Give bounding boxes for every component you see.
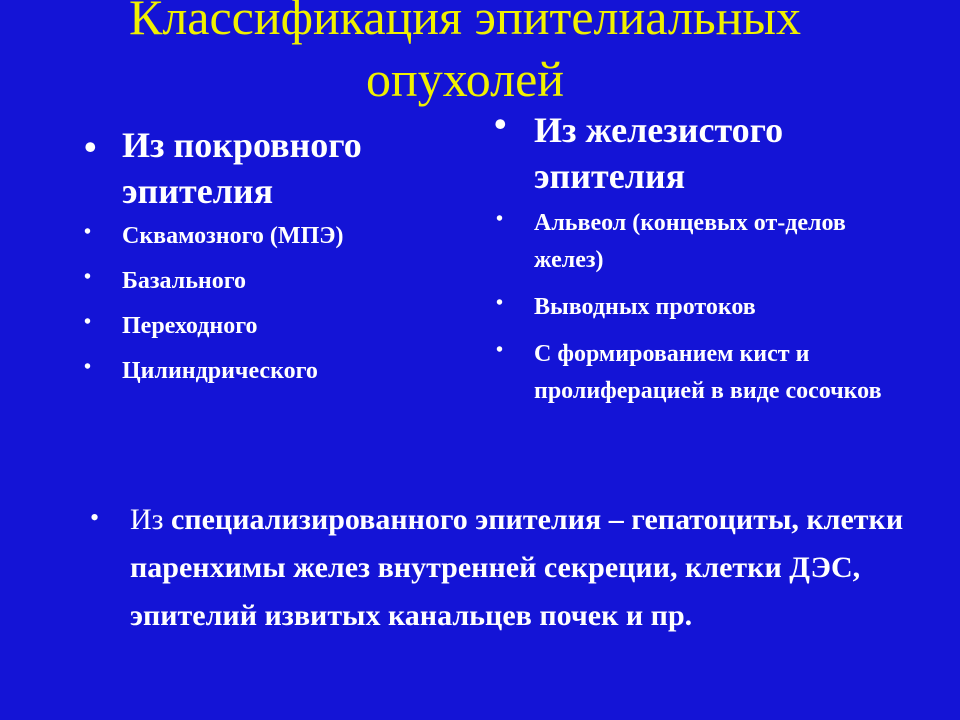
bullet-icon: • — [496, 292, 504, 314]
bullet-icon: • — [90, 503, 100, 532]
right-column — [490, 104, 910, 420]
list-item — [78, 263, 468, 300]
list-item-text: Сквамозного (МПЭ) — [122, 223, 344, 249]
bottom-rest: специализированного эпителия – гепатоциты, клетки паренхимы желез внутренней секреции, клетки ДЭС, эпителий извитых канальцев почек и пр. — [130, 503, 904, 632]
bullet-icon: • — [84, 221, 92, 243]
bullet-icon: • — [84, 127, 97, 167]
list-item — [490, 289, 910, 326]
list-item-text: Цилиндрического — [122, 358, 318, 384]
bottom-paragraph — [86, 496, 930, 640]
left-heading-text: Из покровного эпителия — [122, 125, 362, 211]
left-heading — [78, 122, 468, 214]
right-heading-text: Из железистого эпителия — [534, 110, 784, 196]
list-item — [490, 336, 910, 410]
list-item — [78, 308, 468, 345]
list-item-text: Базального — [122, 268, 247, 294]
title-line-1: Классификация эпителиальных — [129, 0, 801, 45]
bottom-lead: Из — [130, 503, 164, 536]
bullet-icon: • — [496, 208, 504, 230]
title-line-2: опухолей — [365, 51, 565, 107]
right-heading — [490, 104, 910, 199]
bullet-icon: • — [494, 104, 507, 144]
bullet-icon: • — [84, 356, 92, 378]
list-item — [490, 205, 910, 279]
bullet-icon: • — [84, 266, 92, 288]
list-item-text: Переходного — [122, 313, 258, 339]
list-item-text: Альвеол (концевых от-делов желез) — [534, 210, 846, 273]
bullet-icon: • — [496, 339, 504, 361]
slide-title — [0, 0, 930, 110]
left-column — [78, 122, 468, 398]
list-item — [78, 353, 468, 390]
list-item — [78, 218, 468, 255]
list-item-text: С формированием кист и пролиферацией в виде сосочков — [534, 341, 882, 404]
bullet-icon: • — [84, 311, 92, 333]
list-item-text: Выводных протоков — [534, 294, 756, 320]
